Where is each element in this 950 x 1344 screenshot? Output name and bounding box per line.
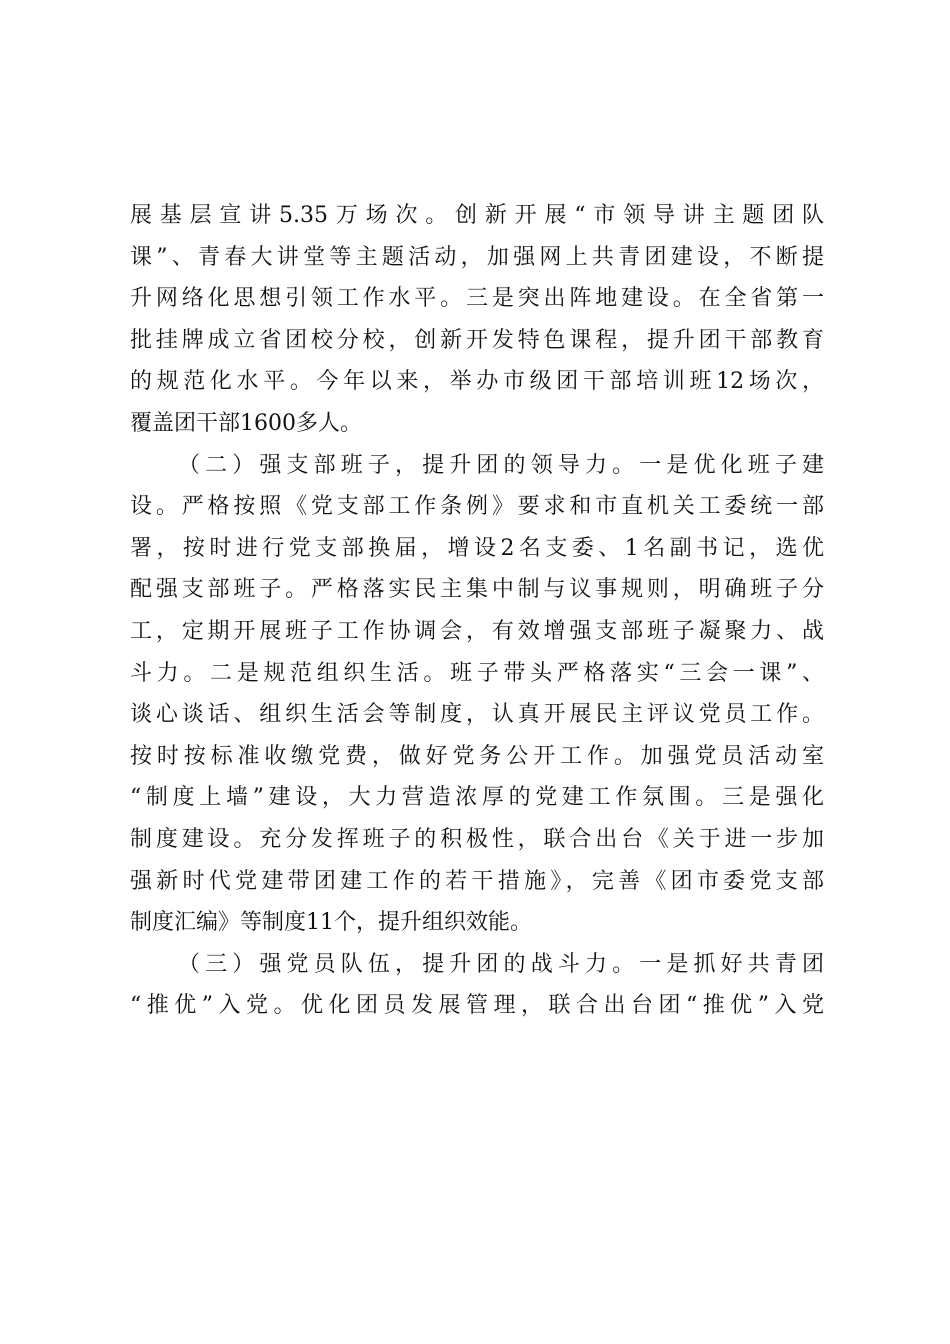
text-line: 制度汇编》等制度11个，提升组织效能。 [130, 910, 532, 936]
text-line: 设。严格按照《党支部工作条例》要求和市直机关工委统一部 [130, 494, 824, 520]
text-line: 覆盖团干部1600多人。 [130, 410, 362, 436]
text-line: 署，按时进行党支部换届，增设2名支委、1名副书记，选优 [130, 535, 824, 561]
text-line: 配强支部班子。严格落实民主集中制与议事规则，明确班子分 [130, 577, 824, 603]
text-line: 展基层宣讲5.35万场次。创新开展“市领导讲主题团队 [130, 203, 824, 228]
text-line: 按时按标准收缴党费，做好党务公开工作。加强党员活动室 [130, 743, 824, 769]
text-line: “推优”入党。优化团员发展管理，联合出台团“推优”入党 [130, 993, 824, 1019]
text-line: 谈心谈话、组织生活会等制度，认真开展民主评议党员工作。 [130, 702, 824, 728]
text-line: 强新时代党建带团建工作的若干措施》，完善《团市委党支部 [130, 868, 824, 894]
section-heading-line: （三）强党员队伍，提升团的战斗力。一是抓好共青团 [178, 951, 824, 977]
text-line: “制度上墙”建设，大力营造浓厚的党建工作氛围。三是强化 [130, 785, 824, 811]
text-line: 的规范化水平。今年以来，举办市级团干部培训班12场次， [130, 369, 824, 395]
text-line: 升网络化思想引领工作水平。三是突出阵地建设。在全省第一 [130, 286, 824, 312]
text-line: 工，定期开展班子工作协调会，有效增强支部班子凝聚力、战 [130, 618, 824, 644]
text-line: 批挂牌成立省团校分校，创新开发特色课程，提升团干部教育 [130, 327, 824, 353]
text-line: 斗力。二是规范组织生活。班子带头严格落实“三会一课”、 [130, 660, 824, 686]
text-line: 制度建设。充分发挥班子的积极性，联合出台《关于进一步加 [130, 826, 824, 852]
text-line: 课”、青春大讲堂等主题活动，加强网上共青团建设，不断提 [130, 244, 824, 270]
document-body [130, 195, 824, 1027]
section-heading-line: （二）强支部班子，提升团的领导力。一是优化班子建 [178, 452, 824, 478]
